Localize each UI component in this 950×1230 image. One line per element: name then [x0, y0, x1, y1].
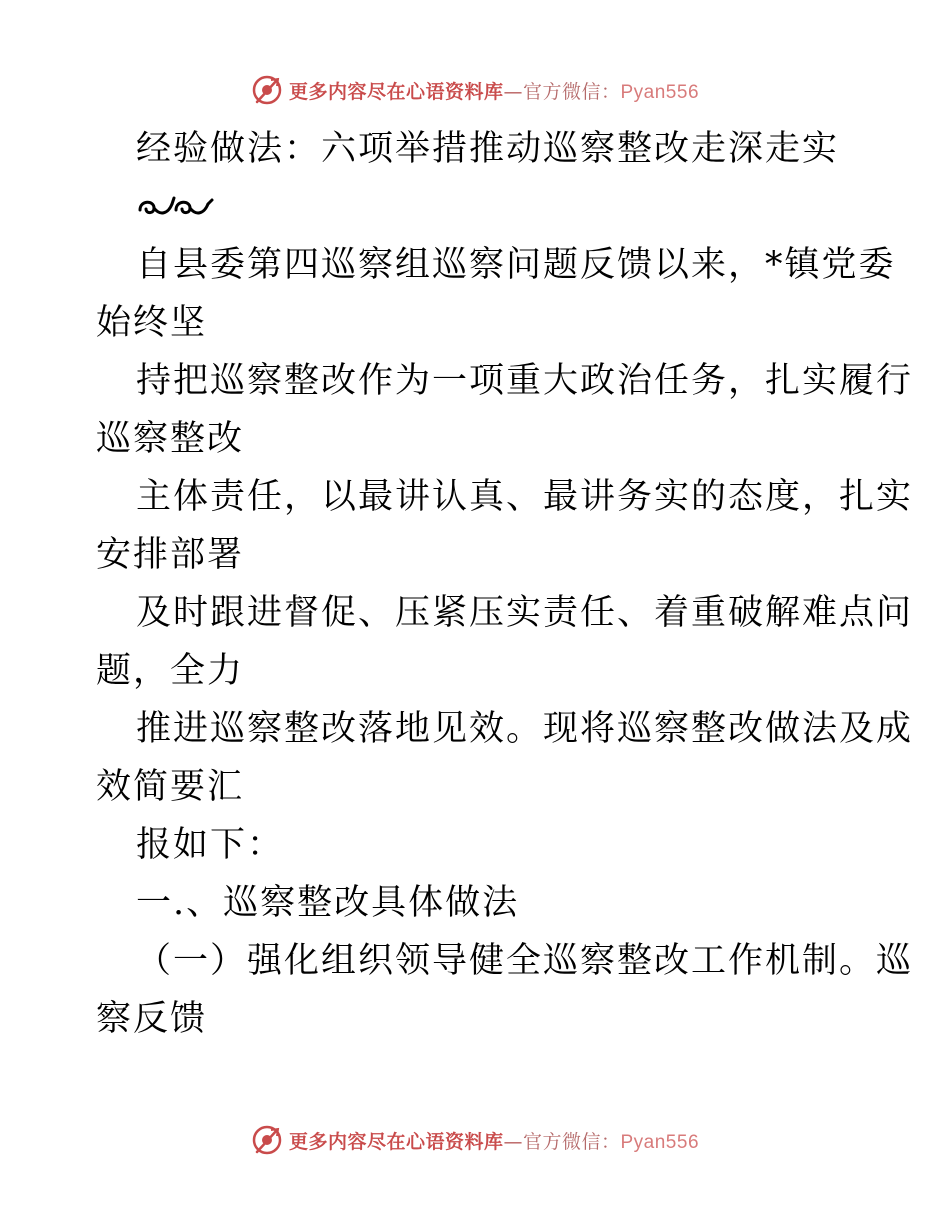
text-line: 报如下：: [136, 825, 285, 865]
text-line: 一.、巡察整改具体做法: [136, 883, 520, 923]
text-line: 察反馈: [96, 999, 208, 1039]
text-line: 效简要汇: [96, 767, 245, 807]
watermark-dash: —: [503, 1130, 523, 1153]
paragraph-lines: [96, 236, 914, 1048]
text-line: 始终坚: [96, 303, 208, 343]
text-line: 推进巡察整改落地见效。现将巡察整改做法及成: [136, 709, 914, 749]
text-line: 巡察整改: [96, 419, 245, 459]
watermark-brand: 更多内容尽在心语资料库: [288, 80, 504, 103]
text-line: 及时跟进督促、压紧压实责任、着重破解难点问: [136, 593, 914, 633]
watermark-handle: Pyan556: [620, 1131, 700, 1153]
text-line: 安排部署: [96, 535, 245, 575]
text-line: 题，全力: [96, 651, 245, 691]
header-watermark: [0, 70, 950, 110]
watermark-wechat-label: 官方微信：: [522, 80, 621, 103]
watermark-handle: Pyan556: [620, 81, 700, 103]
swirl-ornament-icon: [136, 192, 216, 222]
footer-watermark: [0, 1120, 950, 1160]
quill-seal-icon: [251, 1124, 283, 1156]
text-line: （一）强化组织领导健全巡察整改工作机制。巡: [136, 941, 914, 981]
watermark-wechat-label: 官方微信：: [522, 1130, 621, 1153]
document-title: 经验做法：六项举措推动巡察整改走深走实: [136, 129, 840, 169]
document-body: [96, 120, 914, 1048]
watermark-dash: —: [503, 80, 523, 103]
text-line: 持把巡察整改作为一项重大政治任务，扎实履行: [136, 361, 914, 401]
text-line: 主体责任，以最讲认真、最讲务实的态度，扎实: [136, 477, 914, 517]
text-line: 自县委第四巡察组巡察问题反馈以来，*镇党委: [136, 245, 896, 285]
ornament-divider: [96, 178, 856, 236]
watermark-brand: 更多内容尽在心语资料库: [288, 1130, 504, 1153]
quill-seal-icon: [251, 74, 283, 106]
